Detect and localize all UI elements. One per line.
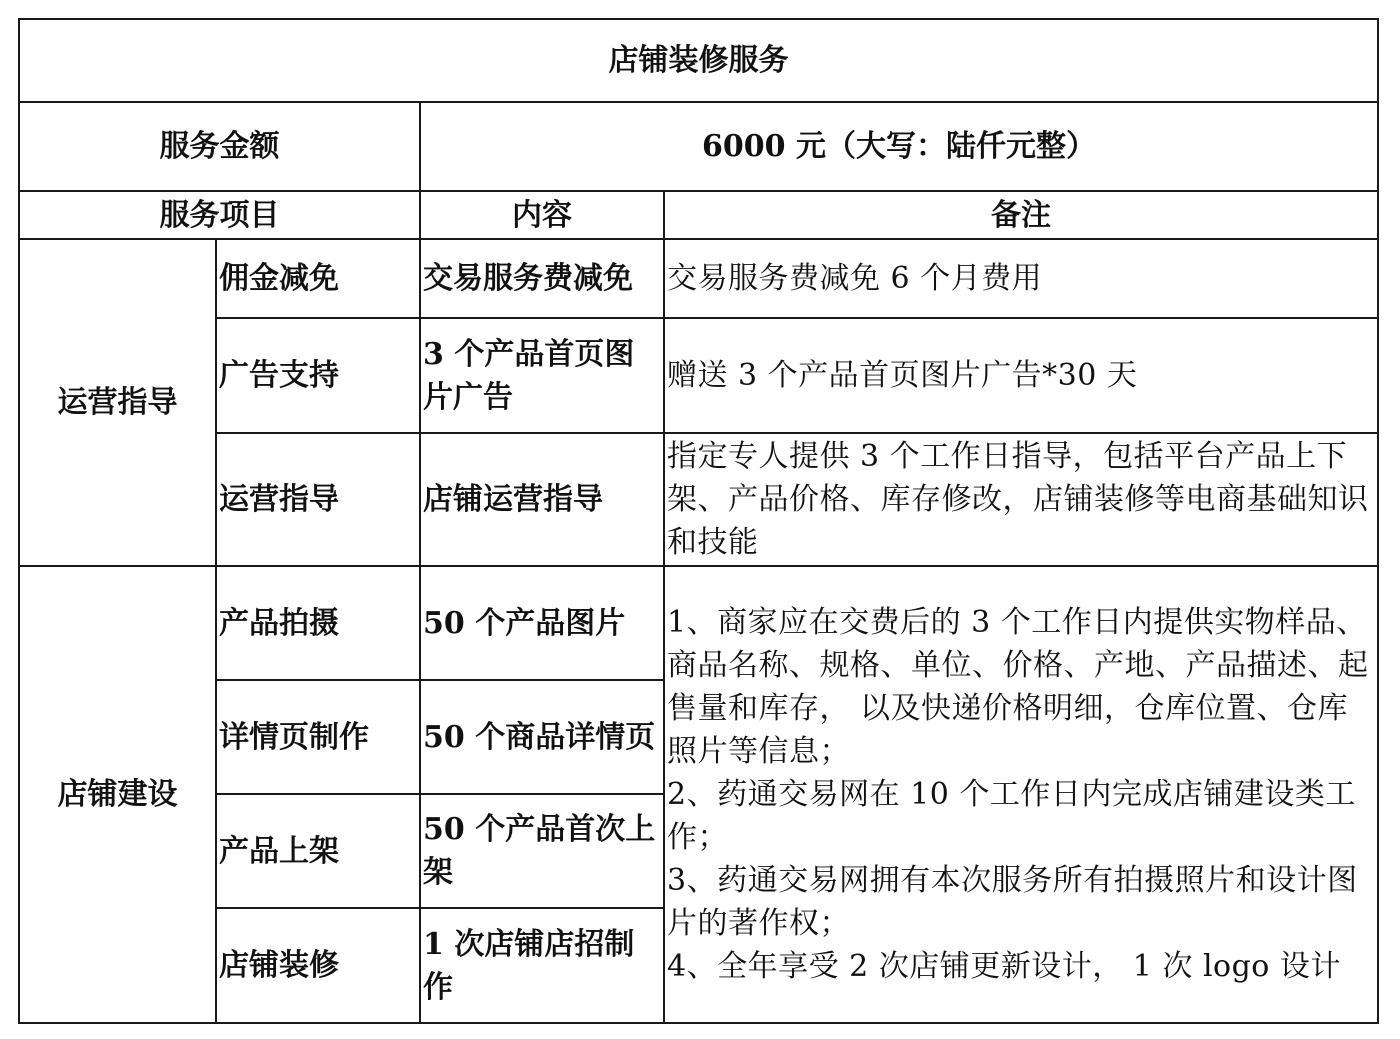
header-remark: 备注 [664, 191, 1378, 239]
remark-cell-merged [664, 566, 1378, 1023]
table-row [19, 566, 1378, 680]
content-cell: 1 次店铺店招制作 [420, 908, 664, 1023]
item-cell: 详情页制作 [216, 680, 420, 794]
content-cell: 50 个产品图片 [420, 566, 664, 680]
remark-cell: 指定专人提供 3 个工作日指导，包括平台产品上下架、产品价格、库存修改，店铺装修等电商基础知识和技能 [664, 433, 1378, 566]
remark-cell: 赠送 3 个产品首页图片广告*30 天 [664, 318, 1378, 433]
header-item: 服务项目 [19, 191, 420, 239]
content-cell: 3 个产品首页图片广告 [420, 318, 664, 433]
content-cell: 50 个产品首次上架 [420, 794, 664, 908]
item-cell: 佣金减免 [216, 239, 420, 318]
item-cell: 运营指导 [216, 433, 420, 566]
table-title: 店铺装修服务 [19, 19, 1378, 102]
remark-line: 1、商家应在交费后的 3 个工作日内提供实物样品、商品名称、规格、单位、价格、产地、产品描述、起售量和库存， 以及快递价格明细，仓库位置、仓库照片等信息； [667, 605, 1369, 769]
header-content: 内容 [420, 191, 664, 239]
table-row [19, 239, 1378, 318]
service-table [18, 18, 1379, 1024]
amount-row [19, 102, 1378, 191]
content-cell: 店铺运营指导 [420, 433, 664, 566]
item-cell: 广告支持 [216, 318, 420, 433]
item-cell: 产品上架 [216, 794, 420, 908]
title-row [19, 19, 1378, 102]
item-cell: 店铺装修 [216, 908, 420, 1023]
table-row [19, 433, 1378, 566]
header-row [19, 191, 1378, 239]
content-cell: 交易服务费减免 [420, 239, 664, 318]
remark-line: 3、药通交易网拥有本次服务所有拍摄照片和设计图片的著作权； [667, 863, 1358, 941]
amount-label: 服务金额 [19, 102, 420, 191]
remark-line: 4、全年享受 2 次店铺更新设计， 1 次 logo 设计 [667, 949, 1341, 984]
item-cell: 产品拍摄 [216, 566, 420, 680]
category-cell: 运营指导 [19, 239, 216, 566]
table-row [19, 318, 1378, 433]
remark-line: 2、药通交易网在 10 个工作日内完成店铺建设类工作； [667, 777, 1356, 855]
category-cell: 店铺建设 [19, 566, 216, 1023]
amount-value: 6000 元（大写：陆仟元整） [420, 102, 1378, 191]
remark-cell: 交易服务费减免 6 个月费用 [664, 239, 1378, 318]
content-cell: 50 个商品详情页 [420, 680, 664, 794]
